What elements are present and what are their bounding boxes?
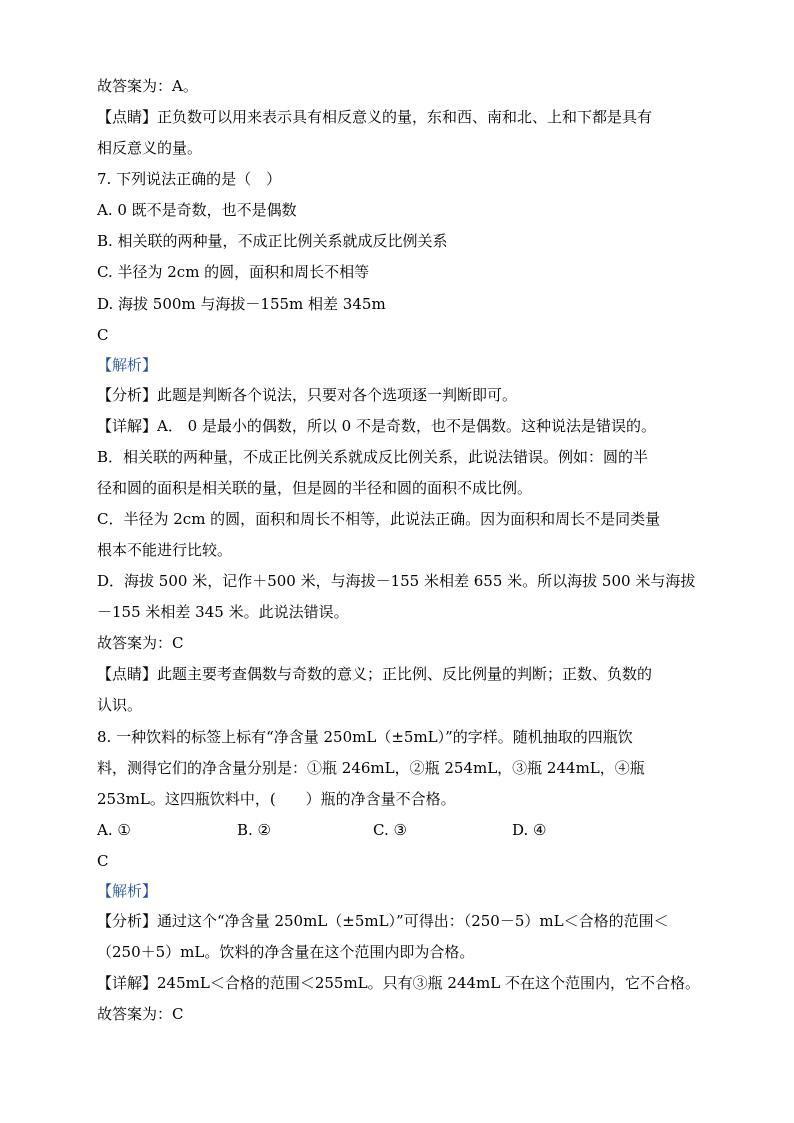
text-line: B．相关联的两种量，不成正比例关系就成反比例关系，此说法错误。例如：圆的半 — [97, 448, 649, 466]
question-8-option-a: A. ① — [97, 821, 131, 839]
question-8-option-b: B. ② — [237, 821, 272, 839]
text-line: 认识。 — [97, 696, 143, 714]
text-line: 故答案为：C — [97, 634, 184, 652]
text-line: 相反意义的量。 — [97, 139, 203, 157]
question-7-option-b: B. 相关联的两种量，不成正比例关系就成反比例关系 — [97, 232, 448, 250]
question-8-stem: 8. 一种饮料的标签上标有“净含量 250mL（±5mL）”的字样。随机抽取的四瓶饮 — [97, 728, 633, 746]
text-line: 【详解】245mL＜合格的范围＜255mL。只有③瓶 244mL 不在这个范围内，它不合格。 — [97, 974, 700, 992]
text-line: 【详解】A． 0 是最小的偶数，所以 0 不是奇数，也不是偶数。这种说法是错误的。 — [97, 417, 656, 435]
question-7-option-d: D. 海拔 500m 与海拔－155m 相差 345m — [97, 295, 386, 313]
question-8-options — [97, 820, 697, 840]
text-line: D．海拔 500 米，记作＋500 米，与海拔－155 米相差 655 米。所以海拔 500 米与海拔 — [97, 572, 696, 590]
text-line: C．半径为 2cm 的圆，面积和周长不相等，此说法正确。因为面积和周长不是同类量 — [97, 510, 661, 528]
question-8-option-c: C. ③ — [373, 821, 407, 839]
text-line: 故答案为：A。 — [97, 77, 198, 95]
text-line: 【点睛】正负数可以用来表示具有相反意义的量，东和西、南和北、上和下都是具有 — [97, 108, 653, 126]
analysis-tag: 【解析】 — [97, 882, 158, 900]
text-line: －155 米相差 345 米。此说法错误。 — [97, 603, 349, 621]
question-8-stem: 253mL。这四瓶饮料中，( ）瓶的净含量不合格。 — [97, 790, 456, 808]
question-7-stem: 7. 下列说法正确的是（ ） — [97, 170, 282, 188]
text-line: 故答案为：C — [97, 1005, 184, 1023]
question-8-stem: 料，测得它们的净含量分别是：①瓶 246mL，②瓶 254mL，③瓶 244mL，④瓶 — [97, 759, 645, 777]
text-line: 【分析】此题是判断各个说法，只要对各个选项逐一判断即可。 — [97, 386, 518, 404]
text-line: 【分析】通过这个“净含量 250mL（±5mL）”可得出：（250－5）mL＜合格的范围＜ — [97, 912, 669, 930]
text-line: 根本不能进行比较。 — [97, 541, 233, 559]
analysis-tag: 【解析】 — [97, 356, 158, 374]
question-8-answer: C — [97, 852, 109, 870]
question-7-answer: C — [97, 326, 109, 344]
question-7-option-a: A. 0 既不是奇数，也不是偶数 — [97, 201, 297, 219]
text-line: 【点睛】此题主要考查偶数与奇数的意义；正比例、反比例量的判断；正数、负数的 — [97, 665, 653, 683]
text-line: 径和圆的面积是相关联的量，但是圆的半径和圆的面积不成比例。 — [97, 479, 533, 497]
question-7-option-c: C. 半径为 2cm 的圆，面积和周长不相等 — [97, 263, 370, 281]
question-8-option-d: D. ④ — [512, 821, 547, 839]
text-line: （250＋5）mL。饮料的净含量在这个范围内即为合格。 — [97, 943, 475, 961]
